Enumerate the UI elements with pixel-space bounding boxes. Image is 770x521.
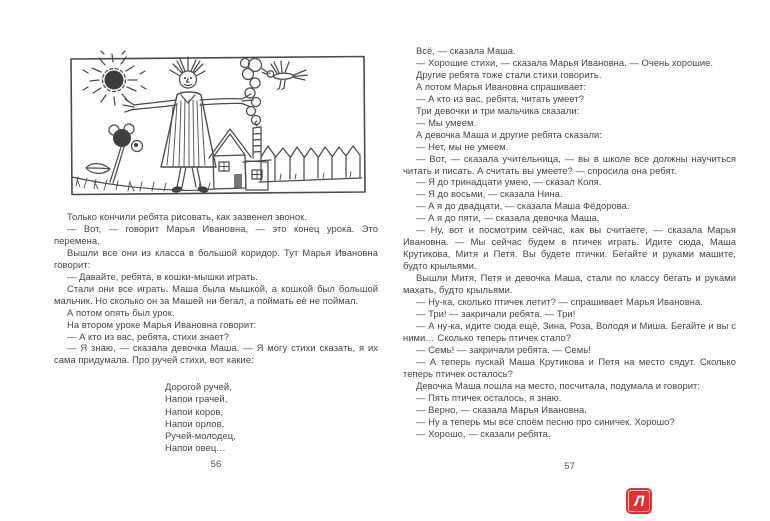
paragraph: — Мы умеем. xyxy=(416,116,477,128)
poem-line: Дорогой ручей, xyxy=(165,381,232,393)
paragraph: Три девочки и три мальчика сказали: xyxy=(416,104,580,116)
paragraph: Вышли Митя, Петя и девочка Маша, стали по классу бегать и руками махать, будто крыльями. xyxy=(403,272,736,296)
paragraph: — Я до тринадцати умею, — сказал Коля. xyxy=(416,176,602,188)
paragraph: — А ну-ка, идите сюда ещё, Зина, Роза, Володя и Миша. Бегайте и вы с ними… Сколько теперь птичек стало? xyxy=(403,319,736,343)
paragraph: — Ну, вот и посмотрим сейчас, как вы считаете, — сказала Марья Ивановна. — Мы сейчас будем в птичек играть. Идите сюда, Маша Крутикова, Митя и Петя. Вы будете птички. Бегайте и руками машите, будто крыльями. xyxy=(403,224,736,272)
poem xyxy=(165,381,378,454)
paragraph: — А я до двадцати, — сказала Маша Фёдорова. xyxy=(416,200,630,212)
scarecrow xyxy=(123,57,253,193)
paragraph: — Ну а теперь мы все споём песню про синичек. Хорошо? xyxy=(416,415,675,427)
poem-line: Напои коров, xyxy=(165,405,224,417)
poem-line: Напои грачей, xyxy=(165,393,228,405)
paragraph: Всё, — сказала Маша. xyxy=(416,45,516,56)
paragraph: — Давайте, ребята, в кошки-мышки играть. xyxy=(67,270,258,282)
paragraph: — Я знаю, — сказала девочка Маша. — Я могу стихи сказать, я их сама придумала. Про ручей стихи, вот какие: xyxy=(54,342,378,366)
paragraph: — Хорошие стихи, — сказала Марья Ивановна. — Очень хорошие. xyxy=(416,56,714,68)
paragraph: Стали они все играть. Маша была мышкой, а кошкой был большой мальчик. Но сколько он за Машей ни бегал, а поймать её не поймал. xyxy=(54,282,378,306)
chimney-smoke xyxy=(241,59,262,127)
labirint-watermark xyxy=(626,488,652,514)
house xyxy=(209,127,271,190)
paragraph: — А кто из вас, ребята, стихи знает? xyxy=(67,330,229,342)
paragraph: — Вот, — говорит Марья Ивановна, — это конец урока. Это перемена. xyxy=(54,222,378,246)
paragraph: Другие ребята тоже стали стихи говорить. xyxy=(416,68,602,80)
paragraph: — Три! — закричали ребята. — Три! xyxy=(416,307,576,319)
paragraph: Только кончили ребята рисовать, как зазвенел звонок. xyxy=(67,211,307,222)
paragraph: — Верно, — сказала Марья Ивановна. xyxy=(416,403,587,415)
paragraph: — А кто из вас, ребята, читать умеет? xyxy=(416,92,584,104)
paragraph: Девочка Маша пошла на место, посчитала, подумала и говорит: xyxy=(416,379,701,391)
paragraph: — Семь! — закричали ребята. — Семь! xyxy=(416,343,591,355)
labirint-letter-icon: Л xyxy=(632,492,646,510)
paragraph: А потом опять был урок. xyxy=(67,306,175,318)
paragraph: Вышли все они из класса в большой коридор. Тут Марья Ивановна говорит: xyxy=(54,246,378,270)
paragraph: — Вот, — сказала учительница, — вы в школе все должны научиться читать и писать. А считать вы умеете? — спросила она ребят. xyxy=(403,152,736,176)
page-number-left: 56 xyxy=(210,459,222,470)
right-page-text xyxy=(403,45,736,439)
paragraph: — Я до восьми, — сказала Нина. xyxy=(416,188,563,200)
flower xyxy=(86,124,143,183)
page-number-right: 57 xyxy=(564,461,575,472)
picket-fence xyxy=(259,146,362,182)
poem-line: Ручей-молодец, xyxy=(165,429,236,441)
paragraph: — Пять птичек осталось, я знаю. xyxy=(416,391,562,403)
left-page-text xyxy=(54,211,378,454)
paragraph: — Нет, мы не умеем. xyxy=(416,140,509,152)
left-page-paragraphs xyxy=(54,211,378,366)
right-page-paragraphs xyxy=(403,45,736,439)
paragraph: А потом Марья Ивановна спрашивает: xyxy=(416,80,587,92)
paragraph: — Ну-ка, сколько птичек летит? — спрашивает Марья Ивановна. xyxy=(416,296,703,308)
paragraph: А девочка Маша и другие ребята сказали: xyxy=(416,128,602,140)
poem-line: Напои орлов, xyxy=(165,417,225,429)
poem-line: Напои овец… xyxy=(165,441,226,453)
paragraph: — А теперь пускай Маша Крутикова и Петя на место сядут. Сколько теперь птичек осталось? xyxy=(403,355,736,379)
illustration-drawing xyxy=(64,50,372,200)
paragraph: — А я до пяти, — сказала девочка Маша. xyxy=(416,212,600,224)
paragraph: — Хорошо, — сказали ребята. xyxy=(416,427,551,439)
bird xyxy=(262,61,308,90)
paragraph: На втором уроке Марья Ивановна говорит: xyxy=(67,318,257,330)
